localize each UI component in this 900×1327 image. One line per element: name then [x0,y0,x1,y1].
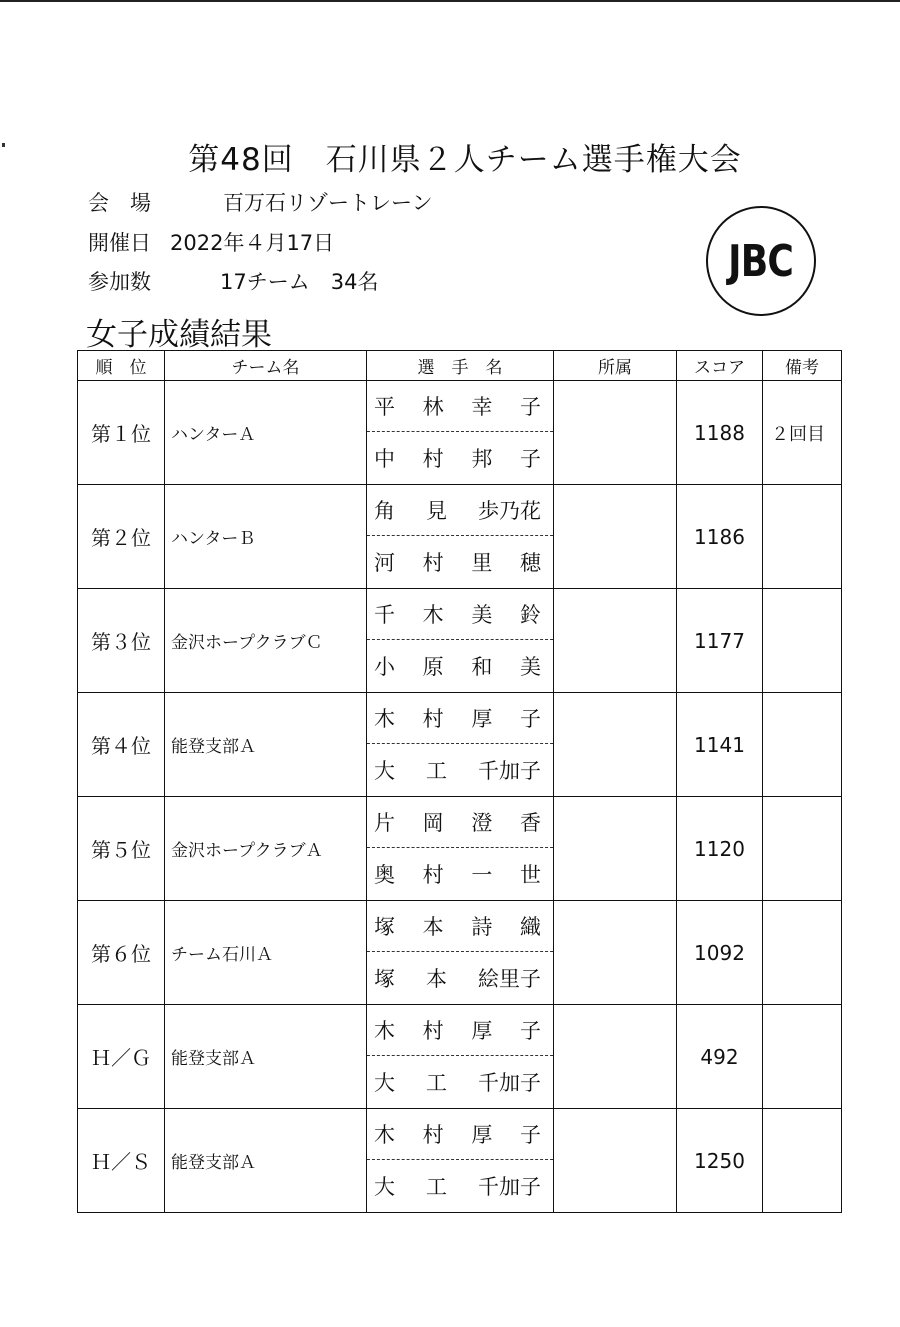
col-note-header: 備考 [763,351,842,381]
jbc-logo-text: JBC [728,235,794,287]
player-name-part: 見 [426,499,447,523]
note-cell [763,1109,842,1213]
participants-line [88,266,378,296]
header-row [78,351,842,381]
affiliation-cell [554,485,677,589]
team-cell: 能登支部Ａ [165,693,367,797]
players-cell [367,693,554,797]
player-name-part: 大 [374,759,395,783]
player-name [367,640,553,692]
player-name-part: 本 [426,967,447,991]
player-name-part: 工 [426,759,447,783]
col-score-header: スコア [677,351,763,381]
player-name [367,952,553,1004]
participants-label: 参加数 [88,270,151,294]
player-name [367,432,553,484]
player-name-part: 厚 [471,707,493,731]
player-name-part: 工 [426,1071,447,1095]
player-name-part: 千加子 [478,759,541,783]
affiliation-cell [554,1005,677,1109]
player-name-part: 原 [422,655,444,679]
player-name-part: 千 [374,603,395,627]
player-name-part: 村 [422,447,444,471]
player-name-part: 子 [519,1123,541,1147]
players-cell [367,797,554,901]
score-cell: 1120 [677,797,763,901]
player-name-part: 絵里子 [478,967,541,991]
player-name-part: 穂 [519,551,541,575]
participants-value: 17チーム 34名 [220,270,379,294]
rank-cell: 第５位 [78,797,165,901]
player-name-part: 澄 [471,811,493,835]
player-name [367,1160,553,1212]
affiliation-cell [554,1109,677,1213]
player-name-part: 香 [519,811,541,835]
player-name-part: 幸 [471,395,493,419]
scan-top-border [0,0,900,2]
player-name [367,1005,553,1056]
player-name [367,381,553,432]
table-row [78,1005,842,1109]
col-affiliation-header: 所属 [554,351,677,381]
note-cell [763,901,842,1005]
player-name-part: 詩 [471,915,493,939]
player-name [367,848,553,900]
col-rank-header: 順 位 [78,351,165,381]
player-name-part: 子 [519,1019,541,1043]
player-name-part: 工 [426,1175,447,1199]
jbc-logo [706,206,816,316]
affiliation-cell [554,589,677,693]
player-name-part: 角 [374,499,395,523]
player-name-part: 木 [422,603,444,627]
player-name-part: 美 [471,603,493,627]
rank-cell: 第６位 [78,901,165,1005]
player-name-part: 本 [422,915,444,939]
affiliation-cell [554,693,677,797]
player-name-part: 子 [519,395,541,419]
note-cell: ２回目 [763,381,842,485]
team-cell: ハンターＢ [165,485,367,589]
player-name-part: 河 [374,551,395,575]
player-name-part: 大 [374,1071,395,1095]
team-cell: チーム石川Ａ [165,901,367,1005]
note-cell [763,693,842,797]
table-row [78,1109,842,1213]
date-label: 開催日 [88,231,151,255]
score-cell: 1141 [677,693,763,797]
player-name-part: 小 [374,655,395,679]
players-cell [367,589,554,693]
score-cell: 1186 [677,485,763,589]
date-value: 2022年４月17日 [170,231,335,255]
players-cell [367,485,554,589]
player-name-part: 和 [471,655,493,679]
player-name [367,797,553,848]
player-name-part: 子 [519,447,541,471]
player-name-part: 村 [422,1019,444,1043]
player-name-part: 歩乃花 [478,499,541,523]
score-cell: 1188 [677,381,763,485]
player-name-part: 村 [422,863,444,887]
col-players-header: 選 手 名 [367,351,554,381]
players-cell [367,381,554,485]
score-cell: 1092 [677,901,763,1005]
player-name-part: 邦 [471,447,493,471]
results-table [77,350,842,1213]
player-name [367,693,553,744]
player-name-part: 片 [374,811,395,835]
player-name-part: 木 [374,707,395,731]
note-cell [763,1005,842,1109]
player-name [367,1109,553,1160]
section-title: 女子成績結果 [86,317,272,353]
table-row [78,901,842,1005]
player-name-part: 奥 [374,863,395,887]
player-name-part: 千加子 [478,1071,541,1095]
player-name-part: 木 [374,1019,395,1043]
player-name [367,901,553,952]
table-row [78,485,842,589]
note-cell [763,485,842,589]
team-cell: ハンターＡ [165,381,367,485]
venue-value: 百万石リゾートレーン [223,191,433,215]
player-name-part: 村 [422,707,444,731]
table-row [78,693,842,797]
player-name-part: 平 [374,395,395,419]
player-name-part: 塚 [374,967,395,991]
affiliation-cell [554,381,677,485]
page-title: 第48回 石川県２人チーム選手権大会 [188,142,742,178]
player-name-part: 塚 [374,915,395,939]
player-name-part: 林 [422,395,444,419]
score-cell: 1250 [677,1109,763,1213]
note-cell [763,797,842,901]
table-row [78,381,842,485]
players-cell [367,901,554,1005]
player-name-part: 厚 [471,1019,493,1043]
score-cell: 492 [677,1005,763,1109]
team-cell: 能登支部Ａ [165,1109,367,1213]
players-cell [367,1005,554,1109]
score-cell: 1177 [677,589,763,693]
player-name-part: 里 [471,551,493,575]
rank-cell: 第３位 [78,589,165,693]
player-name [367,589,553,640]
player-name [367,536,553,588]
player-name-part: 厚 [471,1123,493,1147]
team-cell: 金沢ホープクラブＣ [165,589,367,693]
rank-cell: 第１位 [78,381,165,485]
player-name-part: 一 [471,863,493,887]
player-name-part: 千加子 [478,1175,541,1199]
rank-cell: Ｈ／Ｓ [78,1109,165,1213]
rank-cell: 第４位 [78,693,165,797]
affiliation-cell [554,901,677,1005]
rank-cell: 第２位 [78,485,165,589]
player-name-part: 世 [519,863,541,887]
player-name [367,485,553,536]
player-name-part: 織 [519,915,541,939]
players-cell [367,1109,554,1213]
venue-line [88,187,433,217]
col-team-header: チーム名 [165,351,367,381]
rank-cell: Ｈ／Ｇ [78,1005,165,1109]
venue-label: 会 場 [88,191,151,215]
player-name-part: 大 [374,1175,395,1199]
player-name-part: 鈴 [519,603,541,627]
player-name-part: 岡 [422,811,444,835]
note-cell [763,589,842,693]
team-cell: 能登支部Ａ [165,1005,367,1109]
player-name-part: 中 [374,447,395,471]
player-name-part: 木 [374,1123,395,1147]
player-name [367,1056,553,1108]
player-name-part: 美 [519,655,541,679]
table-row [78,797,842,901]
affiliation-cell [554,797,677,901]
player-name-part: 村 [422,1123,444,1147]
player-name-part: 子 [519,707,541,731]
player-name [367,744,553,796]
date-line [88,227,334,257]
player-name-part: 村 [422,551,444,575]
table-row [78,589,842,693]
team-cell: 金沢ホープクラブＡ [165,797,367,901]
